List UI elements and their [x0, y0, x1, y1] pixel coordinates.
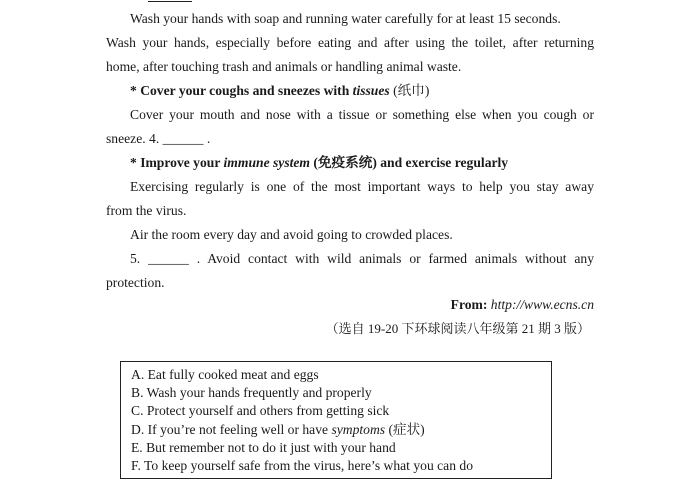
- option-d-suffix: (症状): [385, 421, 425, 437]
- para2-line2: [106, 130, 210, 148]
- option-f: F. To keep yourself safe from the virus, here’s what you can do: [131, 458, 473, 474]
- para5-text: . Avoid contact with wild animals or farmed animals without any: [196, 251, 594, 266]
- heading-cover-coughs: [130, 82, 429, 100]
- para3-line2: from the virus.: [106, 203, 187, 218]
- heading-cover-coughs-suffix: (纸巾): [389, 83, 430, 98]
- para1-line2: Wash your hands, especially before eating and after using the toilet, after returning: [106, 35, 594, 50]
- options-box: [120, 361, 552, 479]
- option-c: C. Protect yourself and others from getting sick: [131, 403, 390, 419]
- para2-line2-end: .: [206, 131, 211, 146]
- option-e: E. But remember not to do it just with your hand: [131, 439, 396, 455]
- para2-line1: Cover your mouth and nose with a tissue or something else when you cough or: [130, 107, 594, 122]
- heading-cover-coughs-italic: tissues: [352, 83, 390, 98]
- heading-immune-system: [130, 154, 508, 172]
- heading-cover-coughs-prefix: * Cover your coughs and sneezes with: [130, 83, 353, 98]
- para1-line3: home, after touching trash and animals or handling animal waste.: [106, 59, 462, 74]
- para2-line2-text: sneeze. 4.: [106, 131, 160, 146]
- cut-off-blank-line: [148, 1, 192, 2]
- option-d-prefix: D. If you’re not feeling well or have: [131, 421, 332, 437]
- heading-immune-prefix: * Improve your: [130, 155, 224, 170]
- para5-line1: [130, 250, 594, 268]
- source-line: [451, 296, 594, 314]
- source-citation: （选自 19-20 下环球阅读八年级第 21 期 3 版）: [325, 321, 590, 336]
- heading-immune-suffix: (免疫系统) and exercise regularly: [310, 155, 509, 170]
- option-b: B. Wash your hands frequently and properly: [131, 385, 372, 401]
- option-a: A. Eat fully cooked meat and eggs: [131, 367, 319, 382]
- blank-4: ______: [162, 131, 204, 146]
- para3-line1: Exercising regularly is one of the most important ways to help you stay away: [130, 179, 594, 194]
- para5-num: 5.: [130, 251, 141, 266]
- para5-line2: protection.: [106, 275, 165, 290]
- heading-immune-italic: immune system: [223, 155, 311, 170]
- source-label: From:: [450, 297, 491, 312]
- para1-line1: Wash your hands with soap and running water carefully for at least 15 seconds.: [130, 11, 561, 26]
- option-d-italic: symptoms: [331, 421, 386, 437]
- para4-line1: Air the room every day and avoid going to crowded places.: [130, 227, 453, 242]
- source-url: http://www.ecns.cn: [490, 297, 594, 312]
- blank-5: ______: [148, 251, 189, 266]
- option-d: [131, 421, 541, 439]
